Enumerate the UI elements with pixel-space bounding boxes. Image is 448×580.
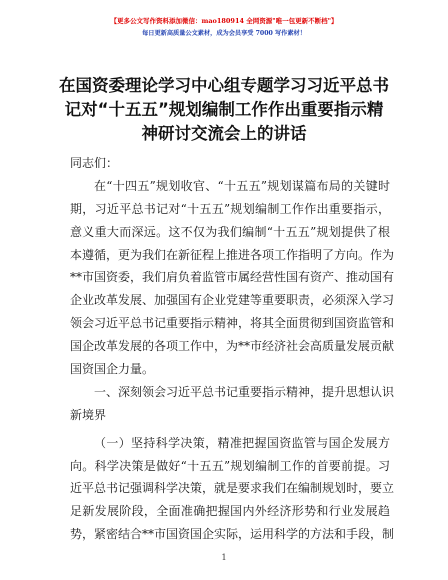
body-line: 本遵循，更为我们在新征程上推进各项工作指明了方向。作为 [70,247,395,262]
header-promo-line-2: 每日更新高质量公文素材，成为会员享受 7000 写作素材！ [142,30,306,37]
body-line: 企业改革发展、加强国有企业党建等重要职责，必须深入学习 [70,293,395,308]
body-line: 国资国企力量。 [70,362,155,377]
page-number: 1 [221,553,227,562]
body-line: 意义重大而深远。这不仅为我们编制“十五五”规划提供了根 [70,224,390,239]
body-line: （一）坚持科学决策，精准把握国资监管与国企发展方 [94,435,390,450]
body-line: 势，紧密结合**市国资国企实际，运用科学的方法和手段，制 [70,527,395,542]
title-line: 在国资委理论学习中心组专题学习习近平总书 [59,76,389,95]
body-line: 期，习近平总书记对“十五五”规划编制工作作出重要指示， [70,201,390,216]
title-line: 记对“十五五”规划编制工作作出重要指示精 [64,100,384,119]
document-title [40,74,408,146]
header-promo-line-1: 【更多公文写作资料添加微信：mao180914 全网资源"唯一包更新不断档"】 [110,17,338,25]
document-body [70,152,395,546]
body-line: 国企改革发展的各项工作中，为**市经济社会高质量发展贡献 [70,339,395,354]
section-heading: 一、深刻领会习近平总书记重要指示精神，提升思想认识 [94,384,395,399]
title-line: 神研讨交流会上的讲话 [141,124,307,143]
body-line: 向。科学决策是做好“十五五”规划编制工作的首要前提。习 [70,458,390,473]
body-line: 近平总书记强调科学决策，就是要求我们在编制规划时，要立 [70,481,395,496]
body-line: 足新发展阶段，全面准确把握国内外经济形势和行业发展趋 [70,504,390,519]
salutation: 同志们： [70,156,119,170]
body-line: 在“十四五”规划收官、“十五五”规划谋篇布局的关键时 [94,178,390,193]
body-line: **市国资委，我们肩负着监管市属经营性国有资产、推动国有 [70,270,395,285]
section-heading: 新境界 [70,407,107,422]
body-line: 领会习近平总书记重要指示精神，将其全面贯彻到国资监管和 [70,316,395,331]
